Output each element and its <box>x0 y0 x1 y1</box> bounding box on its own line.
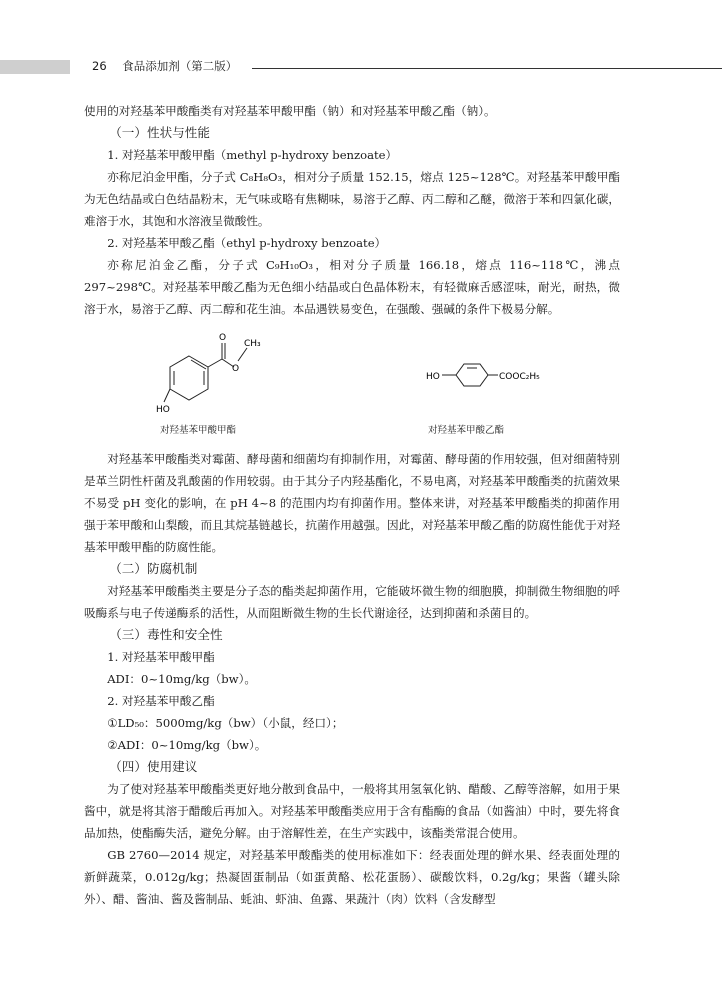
item-1-text: 亦称尼泊金甲酯，分子式 C₈H₈O₃，相对分子质量 152.15，熔点 125~128℃。对羟基苯甲酸甲酯为无色结晶或白色结晶粉末，无气味或略有焦糊味，易溶于乙醇、丙二醇和乙醚，微溶于苯和四氯化碳，难溶于水，其饱和水溶液呈微酸性。 <box>84 170 620 228</box>
section-4-text-1: 为了使对羟基苯甲酸酯类更好地分散到食品中，一般将其用氢氧化钠、醋酸、乙醇等溶解，如用于果酱中，就是将其溶于醋酸后再加入。对羟基苯甲酸酯类应用于含有酯酶的食品（如酱油）中时，要先将食品加热，使酯酶失活，避免分解。由于溶解性差，在生产实践中，该酯类常混合使用。 <box>84 782 620 840</box>
toxicity-item-2-ld50: ①LD₅₀：5000mg/kg（bw）（小鼠，经口）； <box>107 716 344 730</box>
item-1-title: 1. 对羟基苯甲酸甲酯（methyl p-hydroxy benzoate） <box>107 148 398 162</box>
toxicity-item-1-adi: ADI：0~10mg/kg（bw）。 <box>107 672 256 686</box>
toxicity-item-2-adi: ②ADI：0~10mg/kg（bw）。 <box>107 738 267 752</box>
section-3-title: （三）毒性和安全性 <box>109 627 223 642</box>
item-2-title: 2. 对羟基苯甲酸乙酯（ethyl p-hydroxy benzoate） <box>107 236 387 250</box>
toxicity-item-2-title: 2. 对羟基苯甲酸乙酯 <box>107 694 215 708</box>
antimicrobial-paragraph: 对羟基苯甲酸酯类对霉菌、酵母菌和细菌均有抑制作用，对霉菌、酵母菌的作用较强，但对细菌特别是革兰阴性杆菌及乳酸菌的作用较弱。由于其分子内羟基酯化，不易电离，对羟基苯甲酸酯类的抗菌效果不易受 pH 变化的影响，在 pH 4~8 的范围内均有抑菌作用。整体来讲，对羟基苯甲酸酯类的抑菌作用强于苯甲酸和山梨酸，而且其烷基链越长，抗菌作用越强。因此，对羟基苯甲酸乙酯的防腐性能优于对羟基苯甲酸甲酯的防腐性能。 <box>84 452 620 554</box>
page-body <box>84 100 620 910</box>
page-number: 26 <box>92 59 107 73</box>
section-4-title: （四）使用建议 <box>109 759 198 774</box>
hydroxyl-label-right: HO <box>426 372 440 382</box>
item-2-text: 亦称尼泊金乙酯，分子式 C₉H₁₀O₃，相对分子质量 166.18，熔点 116~118℃，沸点 297~298℃。对羟基苯甲酸乙酯为无色细小结晶或白色晶体粉末，有轻微麻舌感涩味，耐光，耐热，微溶于水，易溶于乙醇、丙二醇和花生油。本品遇铁易变色，在强酸、强碱的条件下极易分解。 <box>84 258 620 316</box>
book-title: 食品添加剂（第二版） <box>122 59 238 73</box>
caption-ethylparaben: 对羟基苯甲酸乙酯 <box>428 425 505 436</box>
section-2-title: （二）防腐机制 <box>109 561 198 576</box>
hydroxyl-label-left: HO <box>156 405 170 415</box>
caption-methylparaben: 对羟基苯甲酸甲酯 <box>160 425 237 436</box>
section-2-text: 对羟基苯甲酸酯类主要是分子态的酯类起抑菌作用，它能破坏微生物的细胞膜，抑制微生物细胞的呼吸酶系与电子传递酶系的活性，从而阻断微生物的生长代谢途径，达到抑菌和杀菌目的。 <box>84 584 620 620</box>
ester-group-label: COOC₂H₅ <box>499 372 540 382</box>
ester-o-label: O <box>232 364 240 374</box>
methyl-label: CH₃ <box>244 339 261 349</box>
running-header <box>92 58 237 74</box>
carbonyl-o-label: O <box>219 333 227 343</box>
section-1-title: （一）性状与性能 <box>109 125 210 140</box>
benzene-ring-left <box>170 356 208 400</box>
toxicity-item-1-title: 1. 对羟基苯甲酸甲酯 <box>107 650 215 664</box>
section-4-text-2: GB 2760—2014 规定，对羟基苯甲酸酯类的使用标准如下：经表面处理的鲜水果、经表面处理的新鲜蔬菜，0.012g/kg；热凝固蛋制品（如蛋黄酪、松花蛋肠）、碳酸饮料，0.2g/kg；果酱（罐头除外）、醋、酱油、酱及酱制品、蚝油、虾油、鱼露、果蔬汁（肉）饮料（含发酵型 <box>84 848 620 906</box>
intro-paragraph: 使用的对羟基苯甲酸酯类有对羟基苯甲酸甲酯（钠）和对羟基苯甲酸乙酯（钠）。 <box>84 104 496 118</box>
header-rule <box>252 68 722 69</box>
header-band <box>0 60 70 74</box>
ring-to-hydroxyl-bond <box>164 389 170 402</box>
structure-figure <box>84 328 620 448</box>
ethylparaben-structure <box>442 364 498 386</box>
benzene-ring-right <box>456 364 488 386</box>
ring-to-carbonyl-bond <box>208 359 222 367</box>
